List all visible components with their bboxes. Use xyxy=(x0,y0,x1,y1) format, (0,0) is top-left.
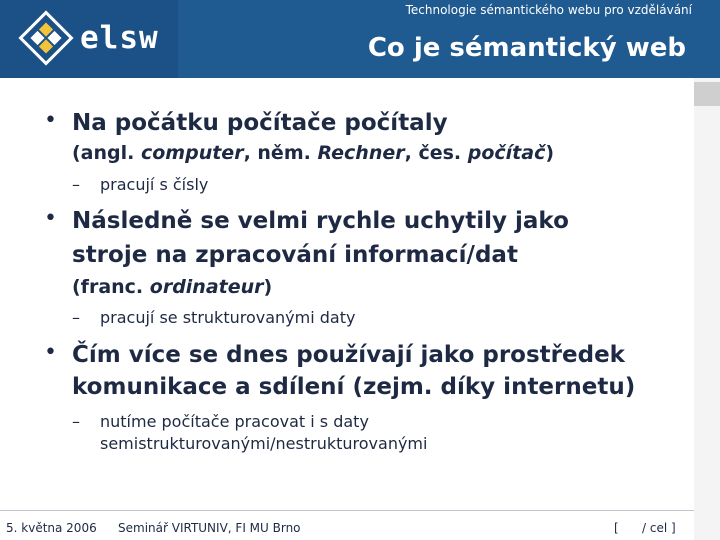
bullet-3-subitem-line-2: semistrukturovanými/nestrukturovanými xyxy=(100,434,428,453)
bullet-2-subitem-text: pracují se strukturovanými daty xyxy=(100,308,356,327)
logo-text: elsw xyxy=(80,20,159,56)
footer-divider xyxy=(0,510,694,511)
term-computer: computer xyxy=(140,142,244,164)
bullet-3-subitem xyxy=(72,411,682,455)
dash-marker: – xyxy=(72,308,80,327)
footer-page-total: / cel ] xyxy=(642,521,676,535)
bullet-2-line-2: stroje na zpracování informací/dat xyxy=(72,242,518,268)
bullet-2-sub-pre: (franc. xyxy=(72,276,150,298)
bullet-1-sub-pre: (angl. xyxy=(72,142,141,164)
bullet-1-subitem-text: pracují s čísly xyxy=(100,175,209,194)
dash-marker: – xyxy=(72,175,80,194)
footer-page-number: [ xyxy=(614,521,619,535)
header-supertitle: Technologie sémantického webu pro vzdělávání xyxy=(405,3,692,17)
footer-event: Seminář VIRTUNIV, FI MU Brno xyxy=(118,521,301,535)
bullet-1-sub-post: ) xyxy=(545,142,555,164)
bullet-1-sub-mid1: , něm. xyxy=(243,142,318,164)
term-pocitac: počítač xyxy=(467,142,546,164)
dash-marker: – xyxy=(72,412,80,431)
bullet-marker: • xyxy=(44,108,57,133)
footer-date: 5. května 2006 xyxy=(6,521,97,535)
side-rail xyxy=(694,78,720,540)
bullet-1-subline xyxy=(72,140,682,166)
term-ordinateur: ordinateur xyxy=(149,276,264,298)
bullet-2-line-1: Následně se velmi rychle uchytily jako xyxy=(72,208,569,234)
bullet-1-subitem xyxy=(72,174,682,196)
side-rail-block xyxy=(694,82,720,106)
bullet-marker: • xyxy=(44,340,57,365)
term-rechner: Rechner xyxy=(317,142,405,164)
bullet-3-subitem-line-1: nutíme počítače pracovat i s daty xyxy=(100,412,369,431)
bullet-marker: • xyxy=(44,206,57,231)
bullet-2-sub-post: ) xyxy=(263,276,273,298)
bullet-1-text: Na počátku počítače počítaly xyxy=(72,110,448,136)
bullet-3-line-2: komunikace a sdílení (zejm. díky internetu) xyxy=(72,374,636,400)
bullet-3-line-1: Čím více se dnes používají jako prostředek xyxy=(72,342,625,368)
bullet-2-subline xyxy=(72,274,682,300)
bullet-2-subitem xyxy=(72,307,682,329)
slide-title: Co je sémantický web xyxy=(367,33,686,63)
bullet-1-sub-mid2: , čes. xyxy=(404,142,468,164)
